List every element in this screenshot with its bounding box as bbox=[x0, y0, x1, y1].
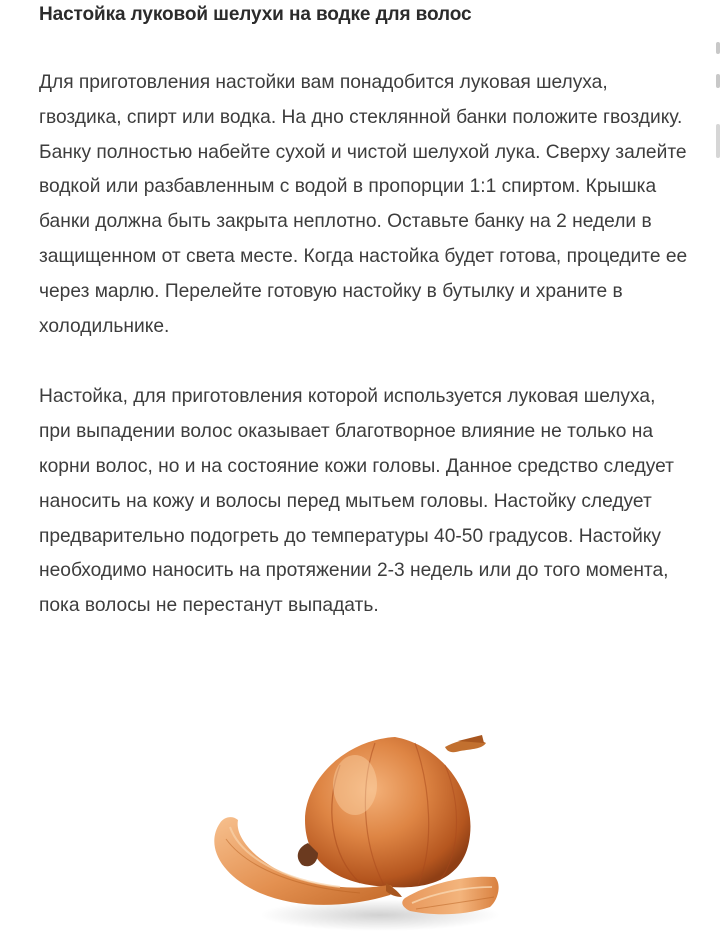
article bbox=[39, 0, 689, 624]
article-paragraph: Для приготовления настойки вам понадобится луковая шелуха, гвоздика, спирт или водка. На дно стеклянной банки положите гвоздику. Банку полностью набейте сухой и чистой шелухой лука. Сверху залейте водкой или разбавленным с водой в пропорции 1:1 спиртом. Крышка банки должна быть закрыта неплотно. Оставьте банку на 2 недели в защищенном от света месте. Когда настойка будет готова, процедите ее через марлю. Перелейте готовую настойку в бутылку и храните в холодильнике. bbox=[39, 72, 688, 337]
article-paragraph: Настойка, для приготовления которой используется луковая шелуха, при выпадении волос оказывает благотворное влияние не только на корни волос, но и на состояние кожи головы. Данное средство следует наносить на кожу и волосы перед мытьем головы. Настойку следует предварительно подогреть до температуры 40-50 градусов. Настойку необходимо наносить на протяжении 2-3 недель или до того момента, пока волосы не перестанут выпадать. bbox=[39, 386, 674, 617]
edge-fragment bbox=[716, 74, 720, 88]
edge-fragment bbox=[716, 124, 720, 158]
onion-icon bbox=[190, 715, 510, 940]
edge-fragment bbox=[716, 42, 720, 54]
article-title: Настойка луковой шелухи на водке для волос bbox=[39, 4, 472, 25]
onion-image bbox=[190, 715, 510, 940]
